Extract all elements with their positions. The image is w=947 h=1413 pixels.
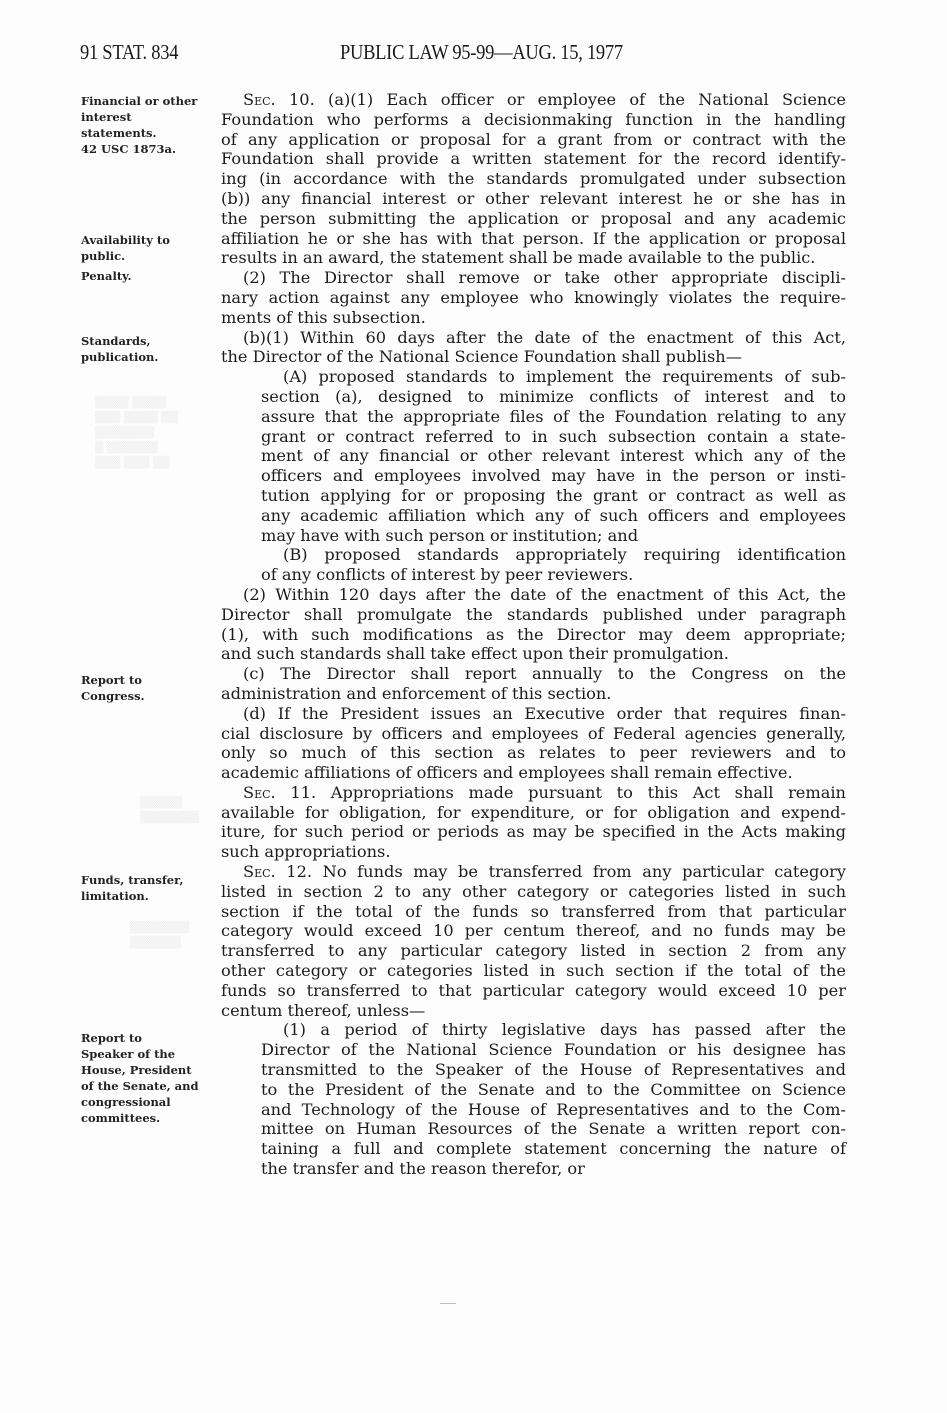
margin-note-line: limitation. (81, 889, 149, 903)
margin-note-line: Availability to (81, 233, 170, 247)
body-line: assure that the appropriate files of the Foundation relating to any (261, 406, 846, 426)
page-footer-mark (440, 1303, 456, 1304)
body-line: tution applying for or proposing the grant or contract as well as (261, 485, 846, 505)
section-label: Sec. (243, 862, 276, 882)
margin-note-line: committees. (81, 1111, 161, 1125)
body-line: and Technology of the House of Representatives and to the Com- (261, 1099, 846, 1119)
margin-note-line: Penalty. (81, 269, 132, 283)
body-line: Foundation shall provide a written statement for the record identify- (221, 149, 846, 169)
page-header (0, 40, 947, 70)
body-line: transmitted to the Speaker of the House of Representatives and (261, 1060, 846, 1080)
body-line: ment of any financial or other relevant interest which any of the (261, 446, 846, 466)
bleed-through-mark: ▒▒▒▒▒▒▒ ▒▒▒▒▒▒ (130, 921, 190, 949)
body-line: section if the total of the funds so transferred from that particular (221, 901, 846, 921)
margin-note-line: Standards, (81, 334, 151, 348)
body-line: Foundation who performs a decisionmaking function in the handling (221, 109, 846, 129)
body-line: the transfer and the reason therefor, or (261, 1159, 585, 1179)
margin-note-line: Financial or other (81, 94, 198, 108)
body-line: (2) The Director shall remove or take other appropriate discipli- (243, 268, 846, 288)
body-line: (d) If the President issues an Executive order that requires finan- (243, 703, 846, 723)
body-line: and such standards shall take effect upon their promulgation. (221, 644, 729, 664)
body-line: other category or categories listed in such section if the total of the (221, 961, 846, 981)
margin-note-financial (81, 93, 221, 157)
body-line: Director of the National Science Foundation or his designee has (261, 1040, 846, 1060)
bleed-through-mark: ▒▒▒▒▒ ▒▒▒▒▒▒▒ (140, 796, 200, 824)
margin-note-line: Speaker of the (81, 1047, 176, 1061)
body-line: (1), with such modifications as the Director may deem appropriate; (221, 624, 846, 644)
body-line: centum thereof, unless— (221, 1000, 426, 1020)
body-line: academic affiliations of officers and employees shall remain effective. (221, 763, 793, 783)
body-line: the Director of the National Science Foundation shall publish— (221, 347, 742, 367)
body-line: taining a full and complete statement concerning the nature of (261, 1139, 846, 1159)
body-line: (c) The Director shall report annually to the Congress on the (243, 664, 846, 684)
margin-note-line: publication. (81, 350, 159, 364)
body-line: (b)) any financial interest or other relevant interest he or she has in (221, 188, 846, 208)
body-line: (2) Within 120 days after the date of the enactment of this Act, the (243, 584, 846, 604)
body-line: available for obligation, for expenditure, or for obligation and expend- (221, 802, 846, 822)
body-line: (1) a period of thirty legislative days has passed after the (283, 1020, 846, 1040)
body-line: any academic affiliation which any of such officers and employees (261, 505, 846, 525)
body-line: Sec. 11. Appropriations made pursuant to this Act shall remain (243, 782, 846, 802)
body-line: section (a), designed to minimize conflicts of interest and to (261, 386, 846, 406)
body-line: Director shall promulgate the standards published under paragraph (221, 604, 846, 624)
body-line: such appropriations. (221, 842, 391, 862)
body-line: cial disclosure by officers and employees of Federal agencies generally, (221, 723, 846, 743)
body-line: ments of this subsection. (221, 307, 426, 327)
bleed-through-mark: ▒▒▒▒ ▒▒▒▒ ▒▒ ▒▒▒▒ ▒▒▒ ▒▒▒▒▒▒▒ ▒▒▒▒▒▒ ▒ ▒▒ ▒▒▒ ▒▒▒ (95, 396, 179, 469)
body-line: mittee on Human Resources of the Senate a written report con- (261, 1119, 846, 1139)
section-label: Sec. (243, 90, 276, 109)
body-line: nary action against any employee who knowingly violates the require- (221, 287, 846, 307)
margin-note-penalty (81, 268, 221, 284)
body-line: affiliation he or she has with that person. If the application or proposal (221, 228, 846, 248)
body-line: listed in section 2 to any other category or categories listed in such (221, 881, 846, 901)
section-label: Sec. (243, 782, 276, 802)
margin-note-report-congress (81, 672, 221, 704)
margin-note-standards (81, 333, 221, 365)
body-line: of any conflicts of interest by peer reviewers. (261, 565, 634, 585)
body-line: only so much of this section as relates to peer reviewers and to (221, 743, 846, 763)
margin-note-line: public. (81, 249, 126, 263)
body-line: administration and enforcement of this section. (221, 683, 612, 703)
body-line: may have with such person or institution; and (261, 525, 639, 545)
body-line: (A) proposed standards to implement the requirements of sub- (283, 367, 846, 387)
margin-note-line: Funds, transfer, (81, 873, 184, 887)
margin-note-report-speaker (81, 1030, 221, 1126)
body-line: funds so transferred to that particular category would exceed 10 per (221, 980, 846, 1000)
body-line: grant or contract referred to in such subsection contain a state- (261, 426, 846, 446)
body-line: officers and employees involved may have in the person or insti- (261, 466, 846, 486)
body-line: Sec. 12. No funds may be transferred from any particular category (243, 862, 846, 882)
body-text (221, 90, 846, 1179)
body-line: iture, for such period or periods as may be specified in the Acts making (221, 822, 846, 842)
margin-note-line: House, President (81, 1063, 192, 1077)
margin-note-funds-transfer (81, 872, 221, 904)
margin-note-line: Report to (81, 1031, 142, 1045)
margin-note-line: Report to (81, 673, 142, 687)
margin-note-line: of the Senate, and (81, 1079, 199, 1093)
body-line: of any application or proposal for a grant from or contract with the (221, 129, 846, 149)
body-line: Sec. 10. (a)(1) Each officer or employee of the National Science (243, 90, 846, 109)
margin-note-line: congressional (81, 1095, 171, 1109)
margin-note-line: statements. (81, 126, 157, 140)
body-line: the person submitting the application or proposal and any academic (221, 208, 846, 228)
body-line: results in an award, the statement shall be made available to the public. (221, 248, 816, 268)
body-line: transferred to any particular category listed in section 2 from any (221, 941, 846, 961)
margin-note-line: 42 USC 1873a. (81, 142, 176, 156)
margin-note-line: interest (81, 110, 132, 124)
body-line: category would exceed 10 per centum thereof, and no funds may be (221, 921, 846, 941)
body-line: to the President of the Senate and to the Committee on Science (261, 1079, 846, 1099)
body-line: (B) proposed standards appropriately requiring identification (283, 545, 846, 565)
stat-page-number: 91 STAT. 834 (80, 40, 179, 64)
margin-note-availability (81, 232, 221, 264)
body-line: (b)(1) Within 60 days after the date of the enactment of this Act, (243, 327, 846, 347)
law-title: PUBLIC LAW 95-99—AUG. 15, 1977 (340, 40, 623, 64)
margin-note-line: Congress. (81, 689, 145, 703)
body-line: ing (in accordance with the standards promulgated under subsection (221, 169, 846, 189)
